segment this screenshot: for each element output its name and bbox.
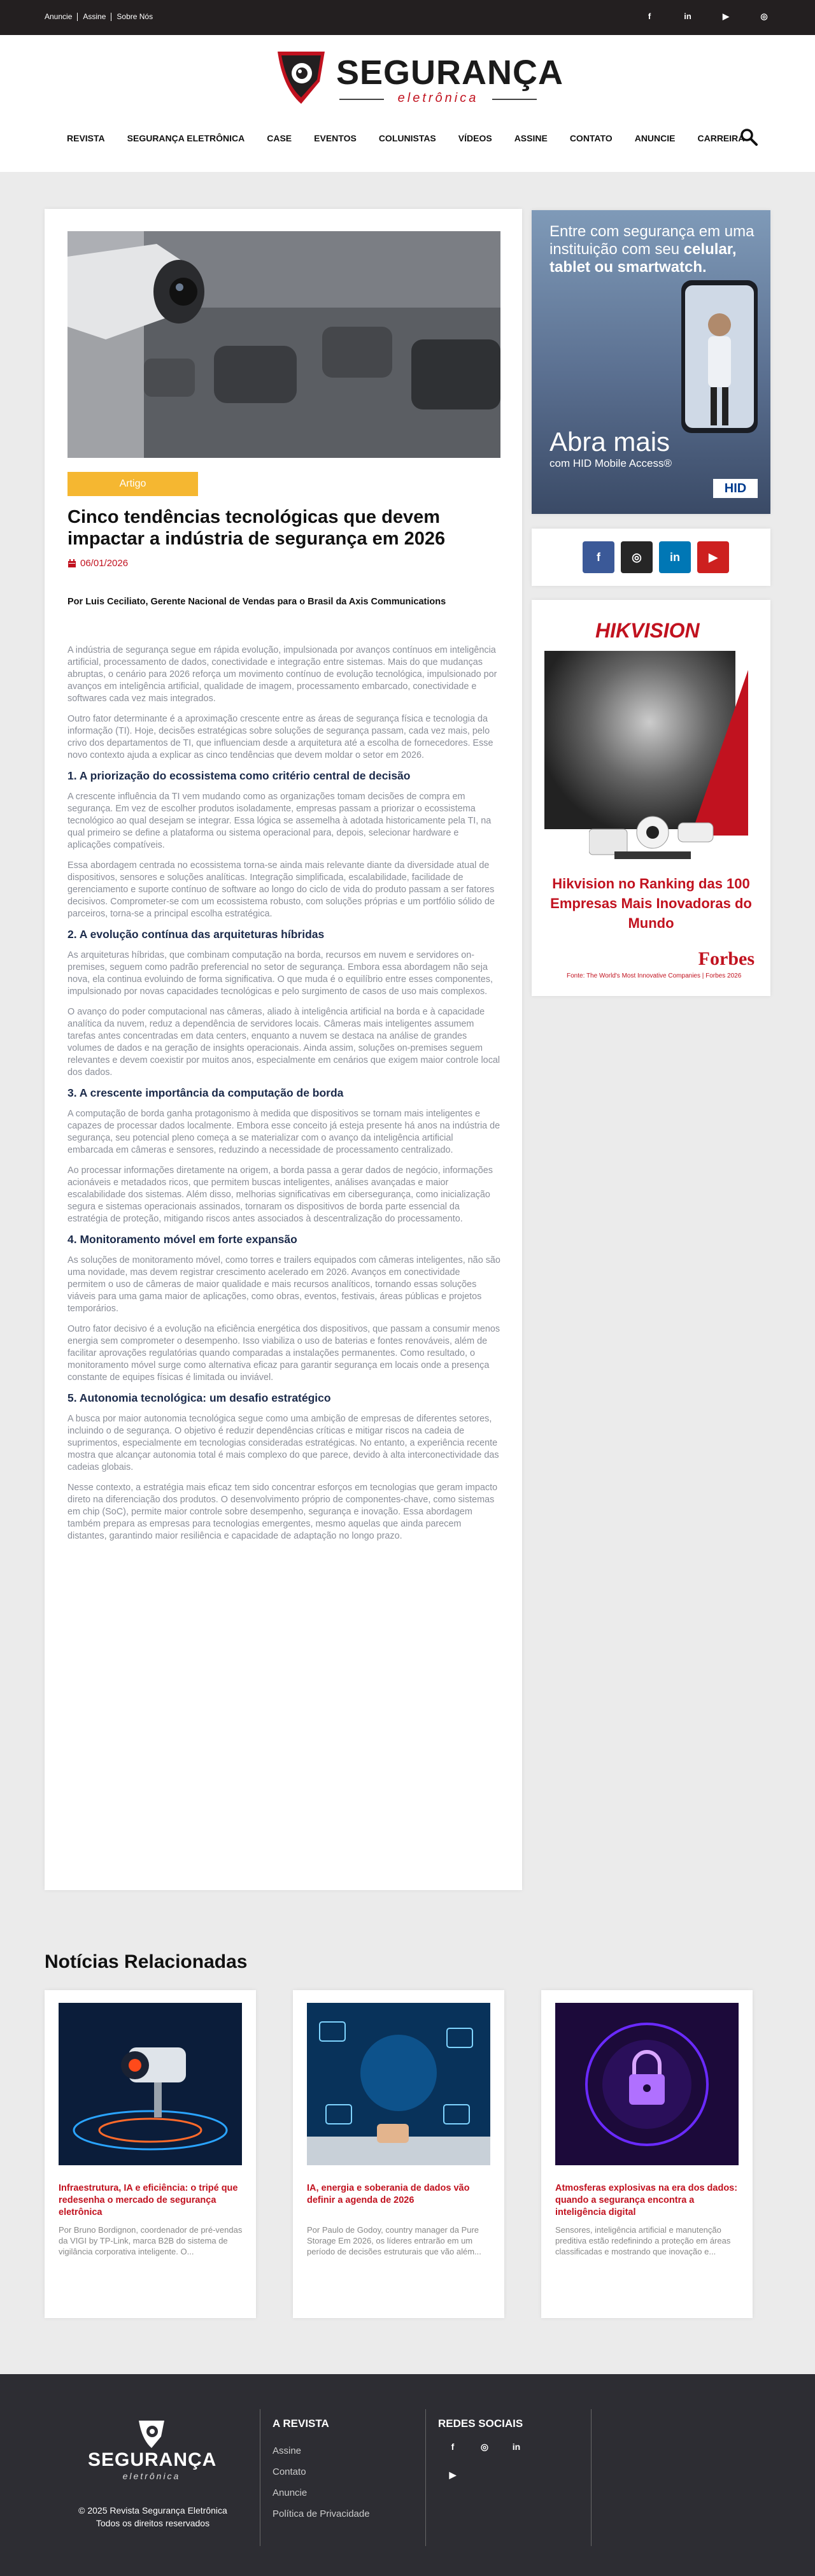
camera-products-image (589, 804, 716, 861)
youtube-icon[interactable]: ▶ (697, 541, 729, 573)
related-image (307, 2003, 490, 2165)
footer-link-privacidade[interactable]: Política de Privacidade (273, 2508, 370, 2519)
top-social (643, 10, 770, 23)
nav-assine[interactable]: ASSINE (514, 133, 548, 143)
nav-contato[interactable]: CONTATO (569, 133, 613, 143)
instagram-icon[interactable]: ◎ (621, 541, 653, 573)
search-icon[interactable] (740, 128, 758, 146)
section-heading: 1. A priorização do ecossistema como critério central de decisão (67, 769, 411, 782)
footer-link-anuncie[interactable]: Anuncie (273, 2487, 308, 2498)
linkedin-icon[interactable]: in (659, 541, 691, 573)
related-heading: Notícias Relacionadas (45, 1951, 248, 1972)
footer-logo-word: SEGURANÇA (88, 2449, 217, 2470)
related-image (59, 2003, 242, 2165)
calendar-icon (67, 559, 76, 568)
ad-hikvision-headline: Hikvision no Ranking das 100 Empresas Mais Inovadoras do Mundo (550, 876, 752, 931)
related-card[interactable] (541, 1990, 753, 2318)
ad-hid-small: com HID Mobile Access® (549, 457, 672, 469)
hikvision-logo: HIKVISION (595, 619, 700, 642)
facebook-icon[interactable]: f (648, 11, 651, 21)
logo-divider-right (492, 99, 537, 100)
intro-paragraph: Outro fator determinante é a aproximação crescente entre as áreas de segurança física e tecnologia da informação (TI). Hoje, decisões estratégicas sobre soluções de segurança passam, cada vez mais, pelo crivo dos departamentos de TI, que influenciam desde a arquitetura até a escolha de fornecedores. Esse novo contexto ajuda a explicar as cinco tendências que devem moldar o setor em 2026. (67, 714, 493, 760)
top-links (45, 13, 158, 21)
related-title[interactable]: Infraestrutura, IA e eficiência: o tripé que redesenha o mercado de segurança eletrônica (59, 2183, 238, 2217)
site-footer (0, 2374, 815, 2576)
nav-seguranca-eletronica[interactable]: SEGURANÇA ELETRÔNICA (127, 133, 245, 143)
hid-logo: HID (713, 479, 758, 498)
article-card (45, 209, 522, 1890)
nav-carreira[interactable]: CARREIRA (697, 133, 745, 143)
related-image (555, 2003, 739, 2165)
article-hero-image (67, 231, 500, 458)
youtube-icon[interactable]: ▶ (449, 2470, 457, 2480)
article-author: Por Luis Ceciliato, Gerente Nacional de Vendas para o Brasil da Axis Communications (67, 597, 446, 607)
related-card[interactable] (45, 1990, 256, 2318)
youtube-icon[interactable]: ▶ (723, 11, 729, 21)
logo-subtitle: eletrônica (397, 91, 479, 105)
copyright-line-2: Todos os direitos reservados (96, 2518, 210, 2528)
ad-hid-big: Abra mais (549, 427, 670, 457)
footer-logo-sub: eletrônica (122, 2471, 181, 2481)
footer-divider (591, 2409, 592, 2546)
section-heading: 4. Monitoramento móvel em forte expansão (67, 1233, 297, 1246)
footer-links (273, 2440, 370, 2524)
forbes-logo: Forbes (698, 948, 755, 969)
linkedin-icon[interactable]: in (684, 11, 691, 21)
site-logo[interactable] (273, 46, 564, 110)
related-card[interactable] (293, 1990, 504, 2318)
top-link-anuncie[interactable]: Anuncie (45, 13, 78, 21)
nav-eventos[interactable]: EVENTOS (314, 133, 357, 143)
category-badge[interactable]: Artigo (67, 472, 198, 496)
section-paragraph: As soluções de monitoramento móvel, como torres e trailers equipados com câmeras inteligentes, não são uma novidade, mas devem registrar crescimento acelerado em 2026. Avanços em conectividade permitem o uso de câmeras de maior qualidade e mais recursos analíticos, tornando essas soluções viáveis para uma gama maior de aplicações, como obras, eventos, festivais, áreas públicas e projetos temporários. (67, 1255, 500, 1314)
footer-logo-emblem-icon (136, 2417, 167, 2449)
top-link-assine[interactable]: Assine (78, 13, 111, 21)
logo-emblem-icon (273, 46, 330, 107)
footer-copyright (64, 2504, 242, 2530)
section-paragraph: A computação de borda ganha protagonismo à medida que dispositivos se tornam mais inteligentes e capazes de processar dados localmente. Embora esse conceito já esteja presente há anos na indústria de segurança, seu potencial pleno começa a se materializar com o avanço da inteligência artificial embarcada em câmeras e sensores, reduzindo a necessidade de processamento centralizado. (67, 1109, 500, 1155)
article-body (67, 644, 500, 1551)
site-header (0, 35, 815, 172)
section-paragraph: O avanço do poder computacional nas câmeras, aliado à inteligência artificial na borda e à capacidade analítica da nuvem, reduz a dependência de servidores locais. Câmeras mais inteligentes assumem tarefas antes concentradas em data centers, enquanto a nuvem se destaca na análise de grandes volumes de dados e na geração de insights operacionais. Ainda assim, soluções on-premises seguem relevantes e devem coexistir por muitos anos, especialmente em cenários que exigem maior controle local dos dados. (67, 1007, 500, 1078)
top-bar (0, 0, 815, 35)
related-title[interactable]: Atmosferas explosivas na era dos dados: quando a segurança encontra a inteligência digital (555, 2183, 738, 2217)
nav-anuncie[interactable]: ANUNCIE (634, 133, 676, 143)
section-paragraph: Ao processar informações diretamente na origem, a borda passa a gerar dados de negócio, informações acionáveis e metadados ricos, que permitem buscas inteligentes, análises avançadas e maior escalabilidade dos sistemas. Além disso, melhorias significativas em cibersegurança, como inicialização segura e sistemas operacionais assinados, tornaram os dispositivos de borda parte essencial da estratégia de proteção, mitigando riscos antes associados à descentralização do processamento. (67, 1165, 493, 1224)
phone-illustration (675, 280, 764, 446)
section-heading: 2. A evolução contínua das arquiteturas híbridas (67, 928, 325, 941)
camera-street-photo (67, 231, 500, 458)
section-heading: 5. Autonomia tecnológica: um desafio estratégico (67, 1391, 331, 1404)
nav-videos[interactable]: VÍDEOS (458, 133, 492, 143)
copyright-line-1: © 2025 Revista Segurança Eletrônica (78, 2505, 227, 2516)
instagram-icon[interactable]: ◎ (760, 11, 768, 21)
footer-col-title: REDES SOCIAIS (438, 2417, 523, 2430)
related-excerpt: Sensores, inteligência artificial e manutenção preditiva estão redefinindo a proteção em áreas classificadas e mostrando que inovação e... (555, 2225, 731, 2256)
ad-hid-headline (549, 223, 760, 276)
ad-hid-banner[interactable] (532, 210, 770, 514)
date-text: 06/01/2026 (80, 558, 129, 569)
main-nav (67, 132, 767, 145)
footer-social (446, 2440, 548, 2482)
section-paragraph: Essa abordagem centrada no ecossistema torna-se ainda mais relevante diante da diversidade atual de dispositivos, sensores e soluções analíticas. Integração simplificada, escalabilidade, facilidade de gerenciamento e suporte contínuo de software ao longo do ciclo de vida do produto passam a ser fatores decisivos. Comprometer-se com um ecossistema robusto, com soluções próprias e um portfólio sólido de parceiros, torna-se a principal escolha estratégica. (67, 860, 495, 919)
ad-hid-headline-text: Entre com segurança em uma instituição com seu (549, 223, 755, 258)
article-title: Cinco tendências tecnológicas que devem impactar a indústria de segurança em 2026 (67, 507, 446, 549)
instagram-icon[interactable]: ◎ (480, 2442, 489, 2452)
ad-hid-headline-bold: celular, tablet ou smartwatch. (549, 241, 737, 276)
related-excerpt: Por Bruno Bordignon, coordenador de pré-vendas da VIGI by TP-Link, marca B2B do sistema de vigilância corporativa inteligente. O... (59, 2225, 243, 2256)
section-paragraph: A crescente influência da TI vem mudando como as organizações tomam decisões de compra em segurança. Em vez de escolher produtos isoladamente, empresas passam a priorizar o ecossistema tecnológico ao qual desejam se integrar. Essa lógica se assemelha à adotada historicamente pela TI, na qual primeiro se define a plataforma ou sistema operacional para, depois, selecionar hardware e aplicações compatíveis. (67, 792, 492, 850)
footer-link-assine[interactable]: Assine (273, 2445, 302, 2456)
nav-case[interactable]: CASE (267, 133, 292, 143)
footer-logo[interactable] (88, 2417, 215, 2481)
facebook-icon[interactable]: f (583, 541, 614, 573)
top-link-sobre[interactable]: Sobre Nós (117, 12, 153, 21)
section-paragraph: As arquiteturas híbridas, que combinam computação na borda, recursos em nuvem e servidores on-premises, seguem como padrão preferencial no setor de segurança. Embora essa abordagem não seja nova, ela continua evoluindo de forma significativa. O que muda é o equilíbrio entre esses componentes, impulsionado por novas capacidades tecnológicas e pelo surgimento de casos de uso mais complexos. (67, 950, 493, 997)
article-date (67, 558, 128, 569)
related-title[interactable]: IA, energia e soberania de dados vão definir a agenda de 2026 (307, 2183, 470, 2205)
footer-divider (425, 2409, 426, 2546)
intro-paragraph: A indústria de segurança segue em rápida evolução, impulsionada por avanços contínuos em inteligência artificial, processamento de dados, conectividade e integração entre sistemas. Mais do que mudanças abruptas, o cenário para 2026 reforça um movimento contínuo de evolução tecnológica, impulsionado por avanços em inteligência artificial, qualidade de imagem, processamento embarcado, conectividade e softwares cada vez mais integrados. (67, 645, 497, 704)
section-paragraph: A busca por maior autonomia tecnológica segue como uma ambição de empresas de diferentes setores, incluindo o de segurança. O objetivo é reduzir dependências críticas e mitigar riscos na cadeia de suprimentos, especialmente em tecnologias consideradas estratégicas. No entanto, a experiência recente mostra que alcançar autonomia total é mais complexo do que parece, devido à alta interconectividade das cadeias globais. (67, 1414, 499, 1472)
nav-colunistas[interactable]: COLUNISTAS (378, 133, 436, 143)
social-buttons (583, 541, 729, 573)
section-paragraph: Nesse contexto, a estratégia mais eficaz tem sido concentrar esforços em tecnologias que geram impacto direto na diferenciação dos produtos. O desenvolvimento próprio de componentes-chave, como sistemas em chip (SoC), permite maior controle sobre desempenho, segurança e inovação. Essa abordagem também prepara as empresas para tecnologias emergentes, mesmo aquelas que ainda parecem distantes, garantindo maior resiliência e capacidade de adaptação no longo prazo. (67, 1483, 498, 1541)
ad-hikvision-banner[interactable] (532, 600, 770, 996)
section-paragraph: Outro fator decisivo é a evolução na eficiência energética dos dispositivos, que passam a consumir menos energia sem comprometer o desempenho. Isso viabiliza o uso de baterias e fontes renováveis, além de facilitar aprovações regulatórias quando comparadas a instalações permanentes. Como resultado, o monitoramento móvel surge como alternativa eficaz para garantir segurança em locais onde a presença constante de equipes físicas é limitada ou inviável. (67, 1324, 500, 1383)
footer-link-contato[interactable]: Contato (273, 2466, 306, 2477)
ad-hikvision-note: Fonte: The World's Most Innovative Companies | Forbes 2026 (567, 972, 742, 979)
social-box (532, 529, 770, 586)
facebook-icon[interactable]: f (451, 2442, 455, 2452)
footer-col-title: A REVISTA (273, 2417, 329, 2430)
nav-revista[interactable]: REVISTA (67, 133, 105, 143)
logo-word: SEGURANÇA (336, 53, 564, 92)
section-heading: 3. A crescente importância da computação de borda (67, 1086, 344, 1099)
related-excerpt: Por Paulo de Godoy, country manager da Pure Storage Em 2026, os líderes entrarão em um período de decisões estruturais que vão além... (307, 2225, 481, 2256)
linkedin-icon[interactable]: in (512, 2442, 521, 2452)
